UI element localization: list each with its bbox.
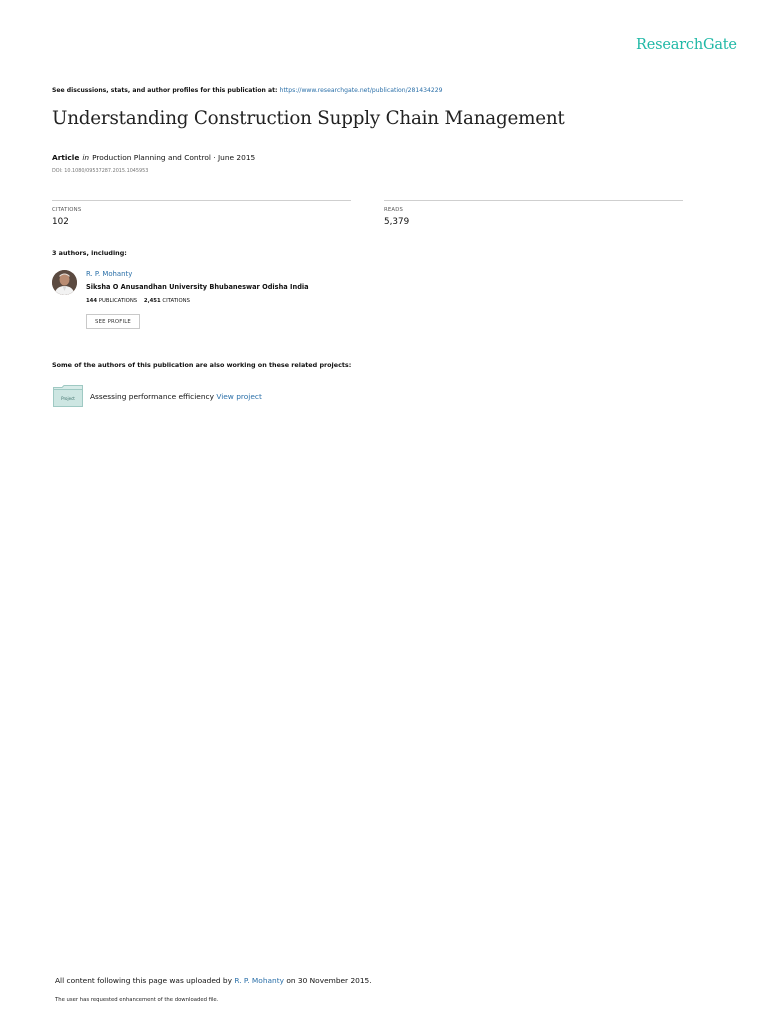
researchgate-logo[interactable]: ResearchGate — [636, 37, 737, 53]
author-name-link[interactable]: R. P. Mohanty — [86, 270, 133, 278]
authors-heading: 3 authors, including: — [52, 249, 127, 257]
discussion-header — [52, 87, 443, 94]
publication-title: Understanding Construction Supply Chain Management — [52, 108, 565, 129]
publications-label: PUBLICATIONS — [98, 298, 138, 304]
view-project-link[interactable]: View project — [216, 392, 262, 401]
reads-divider — [384, 200, 683, 201]
see-profile-button[interactable]: SEE PROFILE — [86, 314, 140, 329]
upload-note — [55, 976, 372, 985]
citations-divider — [52, 200, 351, 201]
related-projects-heading: Some of the authors of this publication are also working on these related projects: — [52, 361, 352, 369]
upload-prefix: All content following this page was uploaded by — [55, 976, 232, 985]
publications-count: 144 — [86, 298, 98, 304]
citations-value: 102 — [52, 217, 69, 227]
citations-label: CITATIONS — [52, 207, 82, 213]
avatar-image — [52, 270, 77, 295]
in-word: in — [82, 153, 90, 162]
discussion-text: See discussions, stats, and author profiles for this publication at: — [52, 87, 278, 94]
reads-value: 5,379 — [384, 217, 410, 227]
request-note: The user has requested enhancement of the downloaded file. — [55, 997, 219, 1003]
publication-url-link[interactable]: https://www.researchgate.net/publication/281434229 — [279, 87, 443, 94]
publication-type: Article — [52, 153, 80, 162]
reads-label: READS — [384, 207, 404, 213]
project-title: Assessing performance efficiency — [90, 392, 214, 401]
doi-text: DOI: 10.1080/09537287.2015.1045953 — [52, 168, 149, 174]
author-counts — [86, 298, 190, 304]
project-folder-icon[interactable] — [53, 385, 83, 407]
venue-date: Production Planning and Control · June 2015 — [92, 153, 256, 162]
project-item — [90, 392, 262, 401]
author-citations-count: 2,451 — [143, 298, 161, 304]
project-thumb-label: Project — [61, 396, 75, 401]
upload-suffix: on 30 November 2015. — [286, 976, 372, 985]
author-citations-label: CITATIONS — [162, 298, 190, 304]
uploader-link[interactable]: R. P. Mohanty — [234, 976, 284, 985]
publication-meta — [52, 153, 255, 162]
author-affiliation: Siksha O Anusandhan University Bhubaneswar Odisha India — [86, 283, 309, 291]
author-avatar[interactable] — [52, 270, 77, 295]
